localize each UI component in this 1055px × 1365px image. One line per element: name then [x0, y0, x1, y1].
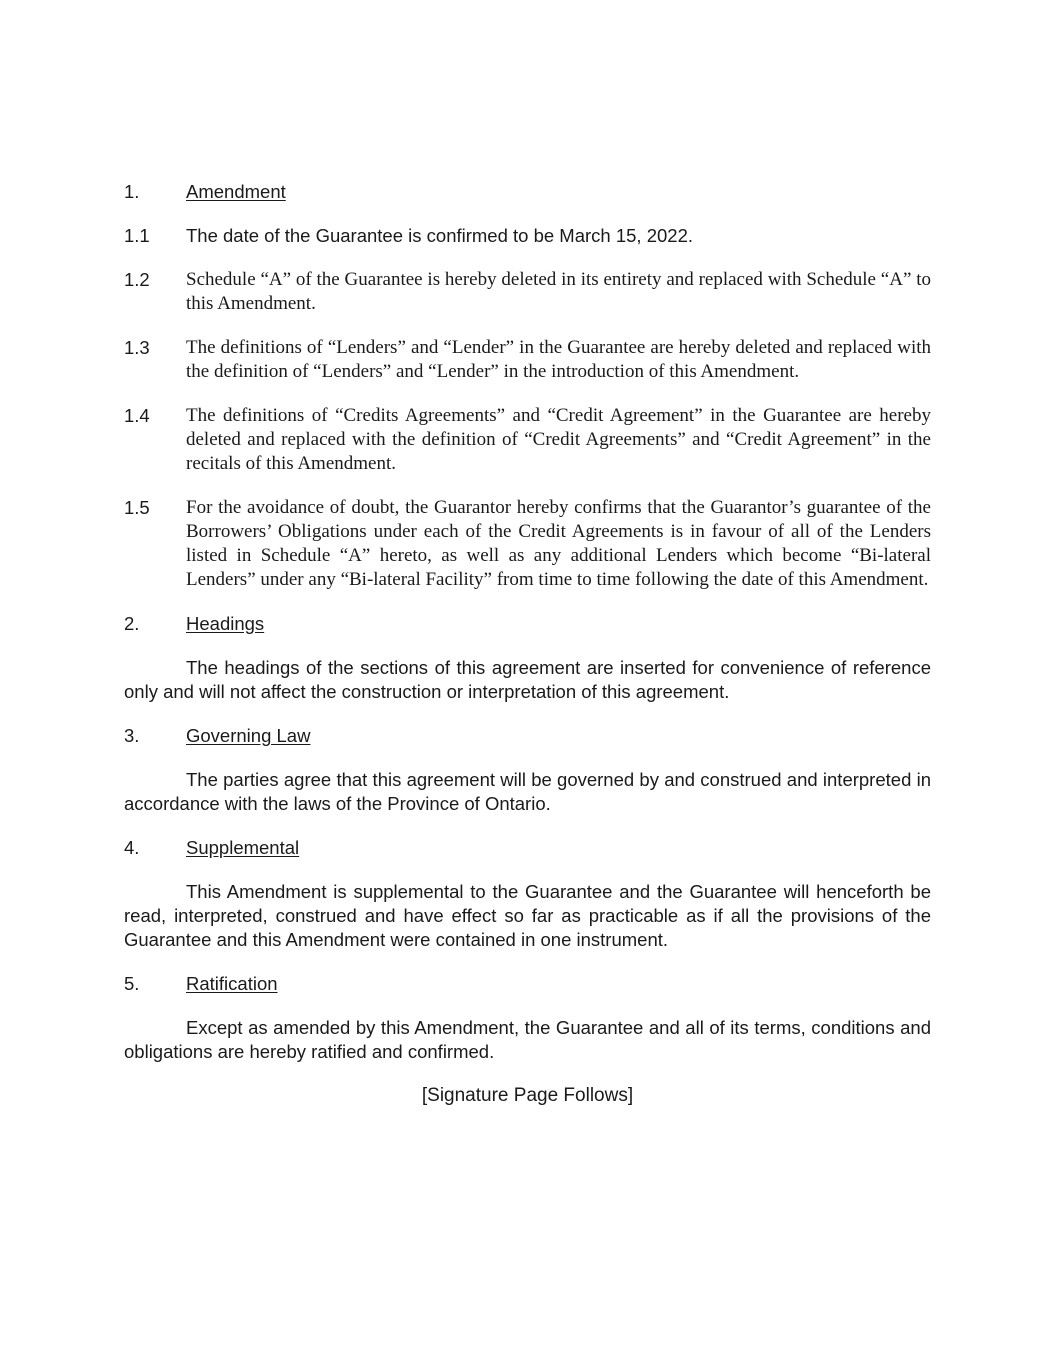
clause-1-5 — [124, 496, 931, 592]
document-page — [124, 180, 931, 1108]
section-heading-amendment — [124, 180, 931, 204]
section-title: Ratification — [186, 973, 278, 994]
clause-1-4 — [124, 404, 931, 476]
section-title: Headings — [186, 613, 265, 634]
section-body-supplemental: This Amendment is supplemental to the Guarantee and the Guarantee will henceforth be read, interpreted, construed and have effect so far as practicable as if all the provisions of the Guarantee and this Amendment were contained in one instrument. — [124, 881, 931, 950]
clause-number: 1.3 — [124, 337, 150, 358]
clause-1-3 — [124, 336, 931, 384]
section-number: 5. — [124, 973, 140, 994]
section-heading-headings — [124, 612, 931, 636]
clause-text: The definitions of “Lenders” and “Lender” in the Guarantee are hereby deleted and replaced with the definition of “Lenders” and “Lender” in the introduction of this Amendment. — [186, 337, 931, 382]
section-body-ratification: Except as amended by this Amendment, the Guarantee and all of its terms, conditions and obligations are hereby ratified and confirmed. — [124, 1017, 931, 1062]
section-title: Supplemental — [186, 837, 300, 858]
clause-number: 1.2 — [124, 269, 150, 290]
section-body-governing-law: The parties agree that this agreement will be governed by and construed and interpreted in accordance with the laws of the Province of Ontario. — [124, 769, 931, 814]
clause-text: For the avoidance of doubt, the Guarantor hereby confirms that the Guarantor’s guarantee of the Borrowers’ Obligations under each of the Credit Agreements is in favour of all of the Lenders listed in Schedule “A” hereto, as well as any additional Lenders which become “Bi-lateral Lenders” under any “Bi-lateral Facility” from time to time following the date of this Amendment. — [186, 497, 931, 590]
signature-page-note: [Signature Page Follows] — [421, 1085, 634, 1106]
section-heading-ratification — [124, 972, 931, 996]
clause-number: 1.1 — [124, 225, 150, 246]
section-title: Amendment — [186, 181, 286, 202]
clause-text: The date of the Guarantee is confirmed to be March 15, 2022. — [186, 225, 693, 246]
section-heading-supplemental — [124, 836, 931, 860]
clause-number: 1.4 — [124, 405, 150, 426]
clause-1-1 — [124, 224, 931, 248]
section-number: 2. — [124, 613, 140, 634]
clause-text: The definitions of “Credits Agreements” and “Credit Agreement” in the Guarantee are hereby deleted and replaced with the definition of “Credit Agreements” and “Credit Agreement” in the recitals of this Amendment. — [186, 405, 931, 474]
section-title: Governing Law — [186, 725, 311, 746]
clause-text: Schedule “A” of the Guarantee is hereby deleted in its entirety and replaced with Schedule “A” to this Amendment. — [186, 269, 931, 314]
section-number: 1. — [124, 181, 140, 202]
clause-1-2 — [124, 268, 931, 316]
section-number: 4. — [124, 837, 140, 858]
section-number: 3. — [124, 725, 140, 746]
section-body-headings: The headings of the sections of this agreement are inserted for convenience of reference only and will not affect the construction or interpretation of this agreement. — [124, 657, 931, 702]
section-heading-governing-law — [124, 724, 931, 748]
clause-number: 1.5 — [124, 497, 150, 518]
